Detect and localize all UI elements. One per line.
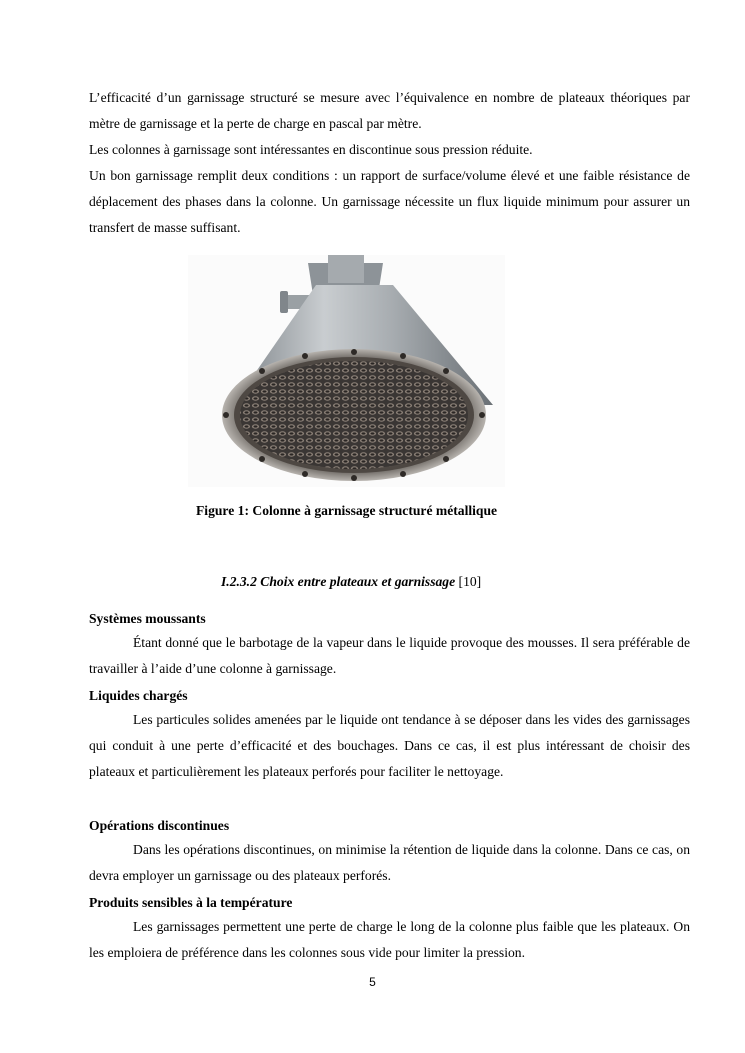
intro-paragraph-3: Un bon garnissage remplit deux conditions : un rapport de surface/volume élevé et une faible résistance de déplacement des phases dans la colonne. Un garnissage nécessite un flux liquide minimum pour assurer un transfert de masse suffisant. <box>89 168 690 235</box>
packed-column-figure <box>188 255 505 487</box>
heading-produits-sensibles: Produits sensibles à la température <box>89 895 293 910</box>
section-title-text: I.2.3.2 Choix entre plateaux et garnissage <box>221 574 456 589</box>
heading-systemes-moussants: Systèmes moussants <box>89 611 206 626</box>
page-number: 5 <box>369 975 376 989</box>
paragraph-operations-discontinues: Dans les opérations discontinues, on minimise la rétention de liquide dans la colonne. Dans ce cas, on devra employer un garnissage ou des plateaux perforés. <box>89 842 690 883</box>
section-title <box>221 574 481 590</box>
paragraph-systemes-moussants: Étant donné que le barbotage de la vapeur dans le liquide provoque des mousses. Il sera préférable de travailler à l’aide d’une colonne à garnissage. <box>89 635 690 676</box>
heading-operations-discontinues: Opérations discontinues <box>89 818 230 833</box>
intro-paragraph-2: Les colonnes à garnissage sont intéressantes en discontinue sous pression réduite. <box>89 142 533 157</box>
heading-liquides-charges: Liquides chargés <box>89 688 188 703</box>
figure-caption: Figure 1: Colonne à garnissage structuré métallique <box>196 503 498 518</box>
section-reference: [10] <box>458 574 482 589</box>
paragraph-liquides-charges: Les particules solides amenées par le liquide ont tendance à se déposer dans les vides des garnissages qui conduit à une perte d’efficacité et des bouchages. Dans ce cas, il est plus intéressant de choisir des plateaux et particulièrement les plateaux perforés pour faciliter le nettoyage. <box>89 712 690 779</box>
packed-column-illustration <box>188 255 505 487</box>
paragraph-produits-sensibles: Les garnissages permettent une perte de charge le long de la colonne plus faible que les plateaux. On les emploiera de préférence dans les colonnes sous vide pour limiter la pression. <box>89 919 690 960</box>
intro-paragraph-1: L’efficacité d’un garnissage structuré se mesure avec l’équivalence en nombre de plateaux théoriques par mètre de garnissage et la perte de charge en pascal par mètre. <box>89 90 690 131</box>
